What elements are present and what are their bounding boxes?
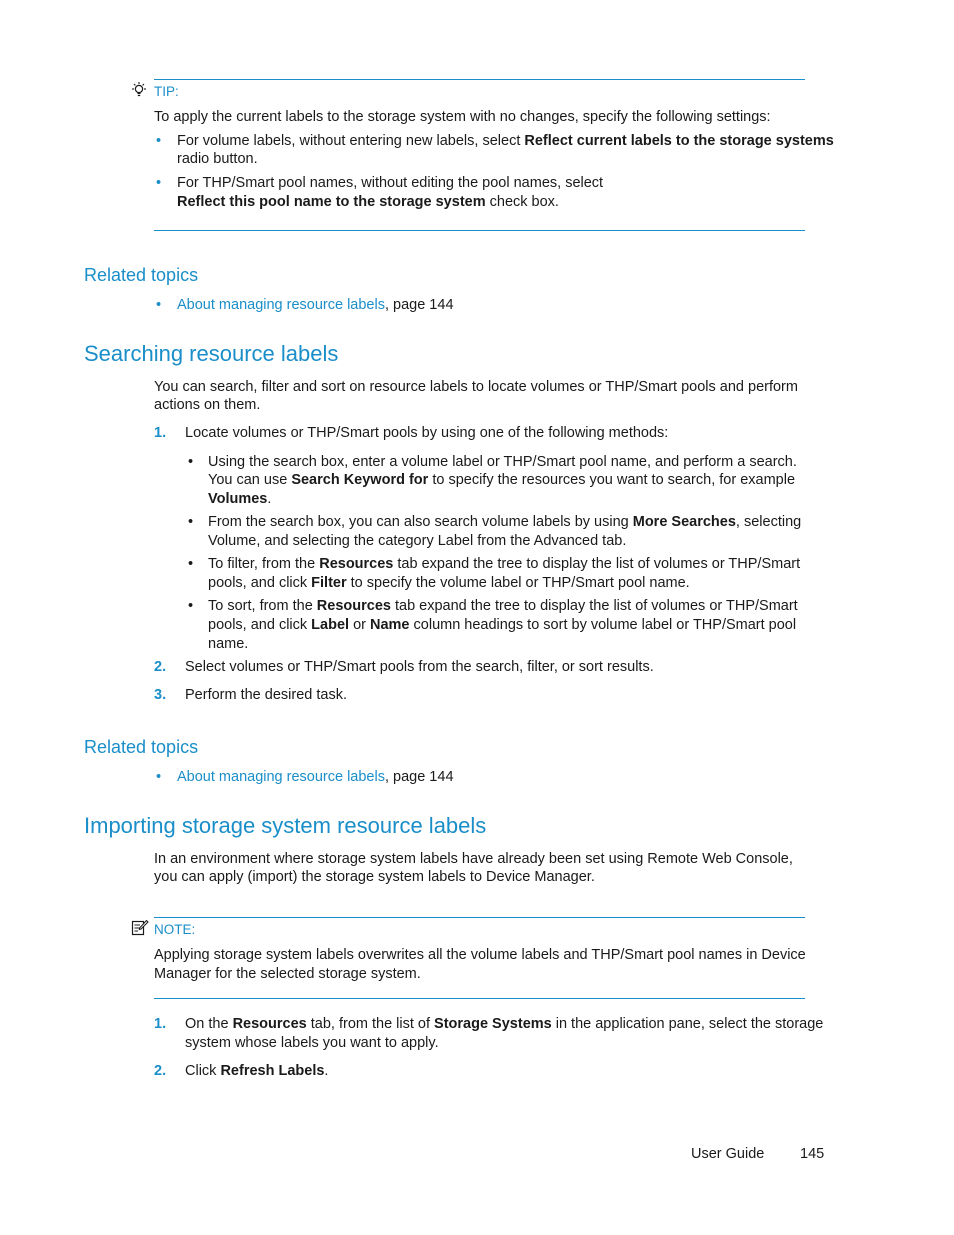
section-heading-importing: Importing storage system resource labels	[84, 813, 487, 838]
searching-intro: You can search, filter and sort on resource labels to locate volumes or THP/Smart pools and perform	[154, 379, 798, 395]
bullet: •	[156, 175, 162, 191]
related-topic-item: About managing resource labels, page 144	[177, 769, 454, 785]
method-item-4-cont: pools, and click Label or Name column headings to sort by volume label or THP/Smart pool	[208, 617, 797, 633]
step-text: On the Resources tab, from the list of Storage Systems in the application pane, select the storage	[185, 1016, 824, 1032]
method-item-2: From the search box, you can also search volume labels by using More Searches, selecting	[208, 514, 802, 530]
step-text: Select volumes or THP/Smart pools from the search, filter, or sort results.	[185, 659, 654, 675]
tip-item-2: For THP/Smart pool names, without editing the pool names, select	[177, 175, 604, 191]
step-number: 1.	[154, 1016, 167, 1032]
footer-page-number: 145	[800, 1146, 825, 1162]
bullet: •	[188, 454, 194, 470]
related-topic-link[interactable]: About managing resource labels	[177, 769, 385, 785]
bullet: •	[156, 769, 162, 785]
bullet: •	[188, 556, 194, 572]
step-number: 1.	[154, 425, 167, 441]
importing-intro-cont: you can apply (import) the storage system labels to Device Manager.	[154, 869, 595, 885]
related-topic-link[interactable]: About managing resource labels	[177, 297, 385, 313]
bullet: •	[156, 297, 162, 313]
step-text: Locate volumes or THP/Smart pools by using one of the following methods:	[185, 425, 669, 441]
note-text-cont: Manager for the selected storage system.	[154, 966, 421, 982]
bullet: •	[156, 133, 162, 149]
method-item-3: To filter, from the Resources tab expand the tree to display the list of volumes or THP/Smart	[208, 556, 801, 572]
section-heading-searching: Searching resource labels	[84, 341, 339, 366]
note-label: NOTE:	[154, 922, 196, 937]
lightbulb-icon	[130, 81, 148, 99]
tip-item-2-cont: Reflect this pool name to the storage system check box.	[177, 194, 559, 210]
importing-intro: In an environment where storage system labels have already been set using Remote Web Console,	[154, 851, 793, 867]
method-item-4: To sort, from the Resources tab expand the tree to display the list of volumes or THP/Smart	[208, 598, 798, 614]
tip-label: TIP:	[154, 84, 179, 99]
step-text-cont: system whose labels you want to apply.	[185, 1035, 439, 1051]
step-text: Click Refresh Labels.	[185, 1063, 329, 1079]
note-top-rule	[154, 917, 805, 918]
related-topics-heading: Related topics	[84, 737, 199, 757]
method-item-2-cont: Volume, and selecting the category Label from the Advanced tab.	[208, 533, 627, 549]
method-item-3-cont: pools, and click Filter to specify the volume label or THP/Smart pool name.	[208, 575, 690, 591]
bullet: •	[188, 514, 194, 530]
related-topic-item: About managing resource labels, page 144	[177, 297, 454, 313]
footer-guide-title: User Guide	[691, 1146, 765, 1162]
tip-item-1: For volume labels, without entering new labels, select Reflect current labels to the storage systems	[177, 133, 834, 149]
method-item-4-cont2: name.	[208, 636, 249, 652]
note-bottom-rule	[154, 998, 805, 999]
tip-bottom-rule	[154, 230, 805, 231]
tip-intro: To apply the current labels to the storage system with no changes, specify the following settings:	[154, 109, 771, 125]
note-pencil-icon	[131, 919, 149, 937]
searching-intro-cont: actions on them.	[154, 397, 261, 413]
method-item-1-cont2: Volumes.	[208, 491, 272, 507]
step-number: 2.	[154, 659, 167, 675]
tip-top-rule	[154, 79, 805, 80]
step-text: Perform the desired task.	[185, 687, 347, 703]
tip-item-1-cont: radio button.	[177, 151, 258, 167]
step-number: 3.	[154, 687, 167, 703]
bullet: •	[188, 598, 194, 614]
note-text: Applying storage system labels overwrites all the volume labels and THP/Smart pool names in Device	[154, 947, 806, 963]
step-number: 2.	[154, 1063, 167, 1079]
related-topics-heading: Related topics	[84, 265, 199, 285]
method-item-1: Using the search box, enter a volume label or THP/Smart pool name, and perform a search.	[208, 454, 797, 470]
method-item-1-cont: You can use Search Keyword for to specify the resources you want to search, for example	[208, 472, 796, 488]
